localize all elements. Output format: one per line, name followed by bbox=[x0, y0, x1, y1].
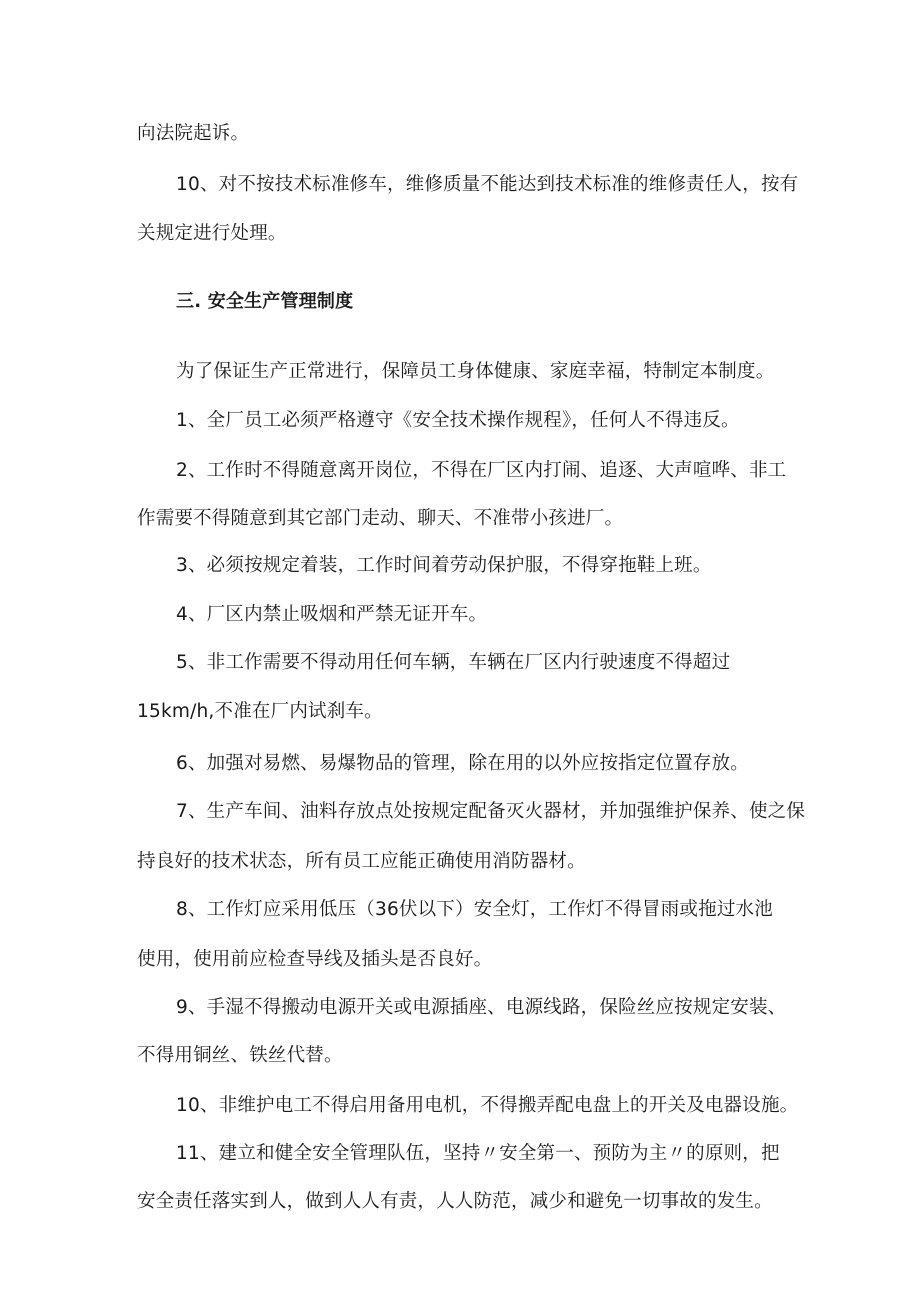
paragraph-line: 10、非维护电工不得启用备用电机，不得搬弄配电盘上的开关及电器设施。 bbox=[176, 1095, 799, 1116]
paragraph-line: 5、非工作需要不得动用任何车辆，车辆在厂区内行驶速度不得超过 bbox=[176, 652, 731, 673]
paragraph-line: 持良好的技术状态，所有员工应能正确使用消防器材。 bbox=[137, 851, 586, 872]
paragraph-line: 2、工作时不得随意离开岗位，不得在厂区内打闹、追逐、大声喧哗、非工 bbox=[176, 460, 787, 481]
paragraph-line: 8、工作灯应采用低压（36伏以下）安全灯，工作灯不得冒雨或拖过水池 bbox=[176, 899, 773, 920]
paragraph-line: 10、对不按技术标准修车，维修质量不能达到技术标准的维修责任人，按有 bbox=[176, 174, 799, 195]
paragraph-line: 不得用铜丝、铁丝代替。 bbox=[137, 1045, 343, 1066]
paragraph-line: 安全责任落实到人，做到人人有责，人人防范，减少和避免一切事故的发生。 bbox=[137, 1191, 773, 1212]
paragraph-line: 7、生产车间、油料存放点处按规定配备灭火器材，并加强维护保养、使之保 bbox=[176, 801, 806, 822]
section-heading: 三. 安全生产管理制度 bbox=[176, 291, 354, 312]
paragraph-line: 作需要不得随意到其它部门走动、聊天、不准带小孩进厂。 bbox=[137, 508, 624, 529]
paragraph-line: 15km/h,不准在厂内试刹车。 bbox=[137, 701, 383, 722]
paragraph-line: 6、加强对易燃、易爆物品的管理，除在用的以外应按指定位置存放。 bbox=[176, 753, 749, 774]
paragraph-line: 1、全厂员工必须严格遵守《安全技术操作规程》，任何人不得违反。 bbox=[176, 410, 740, 431]
paragraph-line: 使用，使用前应检查导线及插头是否良好。 bbox=[137, 949, 493, 970]
paragraph-line: 3、必须按规定着装，工作时间着劳动保护服，不得穿拖鞋上班。 bbox=[176, 555, 712, 576]
paragraph-line: 为了保证生产正常进行，保障员工身体健康、家庭幸福，特制定本制度。 bbox=[176, 361, 775, 382]
paragraph-line: 关规定进行处理。 bbox=[137, 223, 287, 244]
paragraph-line: 向法院起诉。 bbox=[137, 123, 250, 144]
paragraph-line: 11、建立和健全安全管理队伍，坚持〃安全第一、预防为主〃的原则，把 bbox=[176, 1143, 780, 1164]
paragraph-line: 9、手湿不得搬动电源开关或电源插座、电源线路，保险丝应按规定安装、 bbox=[176, 997, 787, 1018]
paragraph-line: 4、厂区内禁止吸烟和严禁无证开车。 bbox=[176, 604, 488, 625]
